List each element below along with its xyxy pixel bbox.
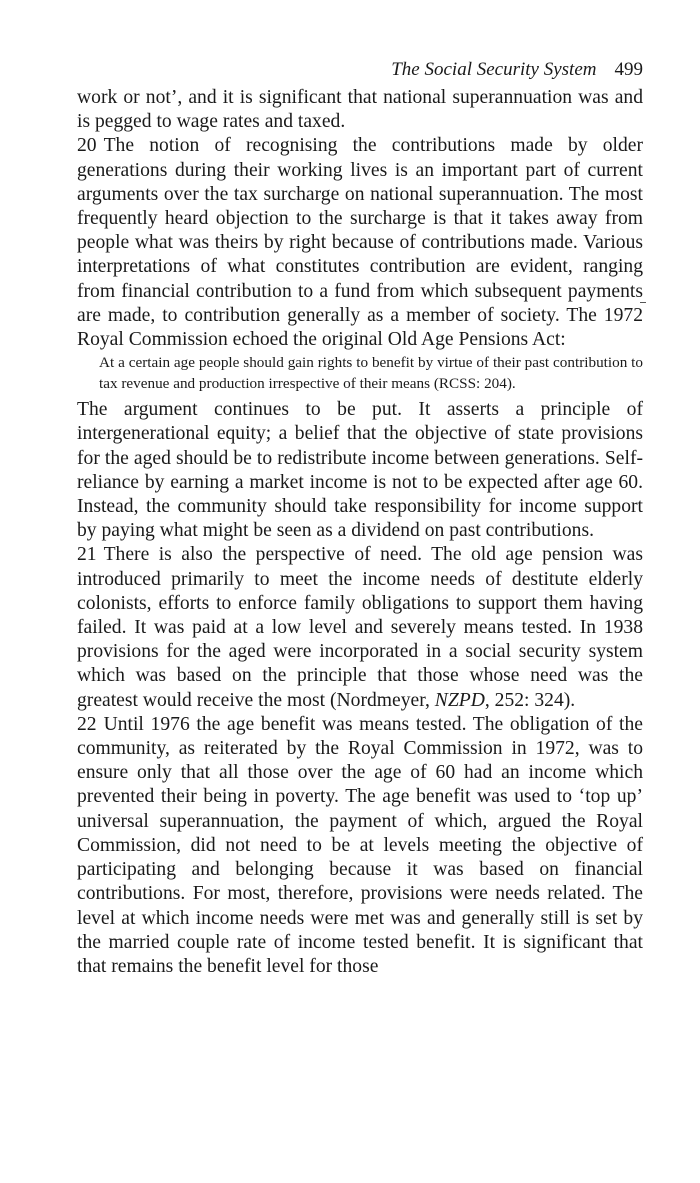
scan-mark — [640, 302, 646, 303]
quote-text: At a certain age people should gain rights to benefit by virtue of their past contribution to tax revenue and production irrespective of their means (RCSS: 204). — [99, 354, 643, 392]
paragraph-text: Until 1976 the age benefit was means tested. The obligation of the community, as reiterated by the Royal Commission in 1972, was to ensure only that all those over the age of 60 had an income which prevented their being in poverty. The age benefit was used to ‘top up’ universal superannuation, the payment of which, argued the Royal Commission, did not need to be at levels meeting the objective of participating and belonging because it was based on financial contributions. For most, therefore, provisions were needs related. The level at which income needs were met was and generally still is set by the married couple rate of income tested benefit. It is significant that that remains the benefit level for those — [77, 713, 643, 977]
paragraph-text: The notion of recognising the contributions made by older generations during their working lives is an important part of current arguments over the tax surcharge on national superannuation. The most frequently heard objection to the surcharge is that it takes away from people what was theirs by right because of contributions made. Various interpretations of what constitutes contribution are evident, ranging from financial contribution to a fund from which subsequent payments are made, to contribution generally as a member of society. The 1972 Royal Commission echoed the original Old Age Pensions Act: — [77, 135, 643, 351]
paragraph-text: There is also the perspective of need. The old age pension was introduced primarily to meet the income needs of destitute elderly colonists, efforts to enforce family obligations to support them having failed. It was paid at a low level and severely means tested. In 1938 provisions for the aged were incorporated in a social security system which was based on the principle that those whose need was the greatest would receive the most (Nordmeyer, — [77, 544, 643, 711]
paragraph-continued — [77, 86, 643, 134]
paragraph-text: The argument continues to be put. It asserts a principle of intergenerational equity; a belief that the objective of state provisions for the aged should be to redistribute income between generations. Self-reliance by earning a market income is not to be expected after age 60. Instead, the community should take responsibility for income support by paying what might be seen as a dividend on past contributions. — [77, 399, 643, 542]
paragraph-20-continued — [77, 398, 643, 543]
paragraph-22 — [77, 713, 643, 979]
paragraph-text: , 252: 324). — [484, 689, 576, 711]
paragraph-21 — [77, 543, 643, 712]
paragraph-20 — [77, 134, 643, 352]
paragraph-number: 21 — [77, 544, 97, 566]
paragraph-number: 22 — [77, 713, 97, 735]
paragraph-number: 20 — [77, 135, 97, 157]
page-number: 499 — [614, 59, 643, 80]
block-quote — [99, 353, 643, 394]
citation-italic: NZPD — [434, 689, 485, 711]
running-header — [77, 58, 643, 82]
paragraph-text: work or not’, and it is significant that national superannuation was and is pegged to wage rates and taxed. — [77, 87, 643, 133]
book-page — [77, 58, 643, 979]
running-title: The Social Security System — [391, 59, 597, 80]
